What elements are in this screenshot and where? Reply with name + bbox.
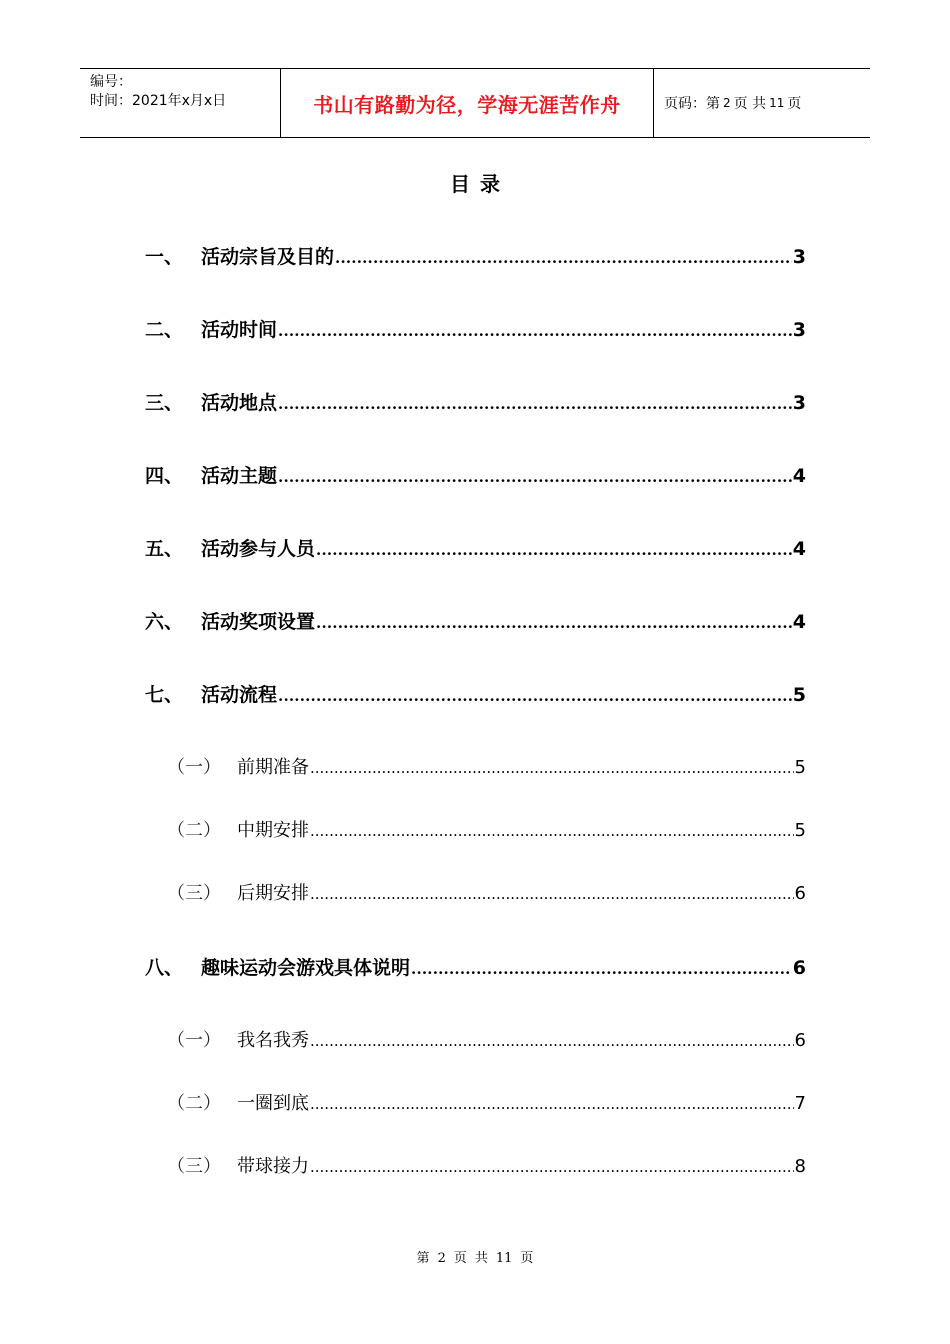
serial-number-label: 编号： bbox=[90, 74, 132, 90]
toc-entry[interactable] bbox=[145, 461, 806, 491]
toc-subentry-text: 后期安排 bbox=[237, 883, 309, 904]
footer-text: 第 bbox=[416, 1251, 430, 1266]
toc-entry-text: 活动主题 bbox=[201, 465, 278, 487]
footer-total-pages: 11 bbox=[495, 1251, 513, 1266]
leader-dots bbox=[335, 249, 792, 267]
leader-dots bbox=[310, 885, 794, 903]
leader-dots bbox=[278, 395, 792, 413]
toc-subentry[interactable] bbox=[145, 1152, 806, 1182]
toc-entry-page: 3 bbox=[792, 246, 806, 268]
leader-dots bbox=[310, 1095, 794, 1113]
toc-title bbox=[0, 168, 950, 197]
toc-subentry[interactable] bbox=[145, 1026, 806, 1056]
leader-dots bbox=[278, 687, 792, 705]
toc-subentry-text: 一圈到底 bbox=[237, 1093, 309, 1114]
page-current-number: 2 bbox=[723, 96, 731, 110]
toc-entry-text: 活动宗旨及目的 bbox=[201, 246, 335, 268]
footer-text: 页 bbox=[453, 1251, 467, 1266]
toc-subentry-page: 5 bbox=[794, 757, 806, 778]
page-header bbox=[80, 68, 870, 138]
toc-entry-text: 趣味运动会游戏具体说明 bbox=[201, 957, 411, 979]
toc-subentry-text: 带球接力 bbox=[237, 1156, 309, 1177]
date-label: 时间：2021年x月x日 bbox=[90, 93, 227, 109]
toc-entry-page: 5 bbox=[792, 684, 806, 706]
toc-subentry-page: 5 bbox=[794, 820, 806, 841]
toc-subentry-text: 中期安排 bbox=[237, 820, 309, 841]
page-footer bbox=[0, 1247, 950, 1266]
toc-subentry-text: 前期准备 bbox=[237, 757, 309, 778]
toc-entry-number: 五、 bbox=[145, 538, 184, 560]
toc-subentry[interactable] bbox=[145, 816, 806, 846]
leader-dots bbox=[411, 960, 792, 978]
leader-dots bbox=[278, 468, 792, 486]
leader-dots bbox=[316, 541, 792, 559]
toc-subentry[interactable] bbox=[145, 753, 806, 783]
toc-entry-text: 活动参与人员 bbox=[201, 538, 316, 560]
leader-dots bbox=[310, 759, 794, 777]
toc-entry-page: 3 bbox=[792, 392, 806, 414]
header-meta-cell bbox=[80, 69, 281, 137]
page-total-number: 11 bbox=[769, 96, 785, 110]
toc-entry-number: 六、 bbox=[145, 611, 184, 633]
toc-subentry-number: （三） bbox=[167, 883, 221, 904]
toc-subentry-number: （二） bbox=[167, 820, 221, 841]
page-middle: 页 共 bbox=[733, 96, 767, 112]
toc-subentry-text: 我名我秀 bbox=[237, 1030, 309, 1051]
toc-entry[interactable] bbox=[145, 680, 806, 710]
toc-subentry[interactable] bbox=[145, 1089, 806, 1119]
motto-text: 书山有路勤为径，学海无涯苦作舟 bbox=[313, 92, 621, 117]
leader-dots bbox=[310, 1032, 794, 1050]
toc-entry-number: 二、 bbox=[145, 319, 184, 341]
toc-entry-text: 活动地点 bbox=[201, 392, 278, 414]
page-suffix: 页 bbox=[787, 96, 802, 112]
toc-subentry-number: （二） bbox=[167, 1093, 221, 1114]
toc-entry-page: 4 bbox=[792, 538, 806, 560]
toc-entry-text: 活动时间 bbox=[201, 319, 278, 341]
toc-entry[interactable] bbox=[145, 953, 806, 983]
toc-entry-number: 一、 bbox=[145, 246, 184, 268]
toc-entry[interactable] bbox=[145, 534, 806, 564]
toc-subentry-page: 8 bbox=[794, 1156, 806, 1177]
leader-dots bbox=[316, 614, 792, 632]
toc-entry-page: 6 bbox=[792, 957, 806, 979]
page-prefix: 页码：第 bbox=[664, 96, 720, 112]
toc-title-char-2: 录 bbox=[480, 172, 500, 196]
toc-entry-text: 活动流程 bbox=[201, 684, 278, 706]
toc-entry-page: 3 bbox=[792, 319, 806, 341]
toc-entry-number: 三、 bbox=[145, 392, 184, 414]
toc-entry-page: 4 bbox=[792, 465, 806, 487]
footer-text: 页 bbox=[520, 1251, 534, 1266]
leader-dots bbox=[310, 822, 794, 840]
toc-subentry-number: （一） bbox=[167, 1030, 221, 1051]
toc-entry-number: 七、 bbox=[145, 684, 184, 706]
toc-subentry[interactable] bbox=[145, 879, 806, 909]
header-page-cell bbox=[654, 69, 870, 137]
toc-entry-text: 活动奖项设置 bbox=[201, 611, 316, 633]
toc-entry[interactable] bbox=[145, 242, 806, 272]
toc-subentry-page: 6 bbox=[794, 1030, 806, 1051]
header-motto-cell bbox=[281, 69, 654, 137]
footer-current-page: 2 bbox=[437, 1251, 446, 1266]
toc-entry-number: 四、 bbox=[145, 465, 184, 487]
toc-subentry-number: （三） bbox=[167, 1156, 221, 1177]
leader-dots bbox=[278, 322, 792, 340]
toc-subentry-page: 7 bbox=[794, 1093, 806, 1114]
toc-entry[interactable] bbox=[145, 388, 806, 418]
toc-entry-page: 4 bbox=[792, 611, 806, 633]
toc-entry[interactable] bbox=[145, 315, 806, 345]
footer-text: 共 bbox=[474, 1251, 488, 1266]
toc-entry[interactable] bbox=[145, 607, 806, 637]
leader-dots bbox=[310, 1158, 794, 1176]
toc-entry-number: 八、 bbox=[145, 957, 184, 979]
toc-subentry-number: （一） bbox=[167, 757, 221, 778]
toc-subentry-page: 6 bbox=[794, 883, 806, 904]
toc-title-char-1: 目 bbox=[450, 172, 470, 196]
